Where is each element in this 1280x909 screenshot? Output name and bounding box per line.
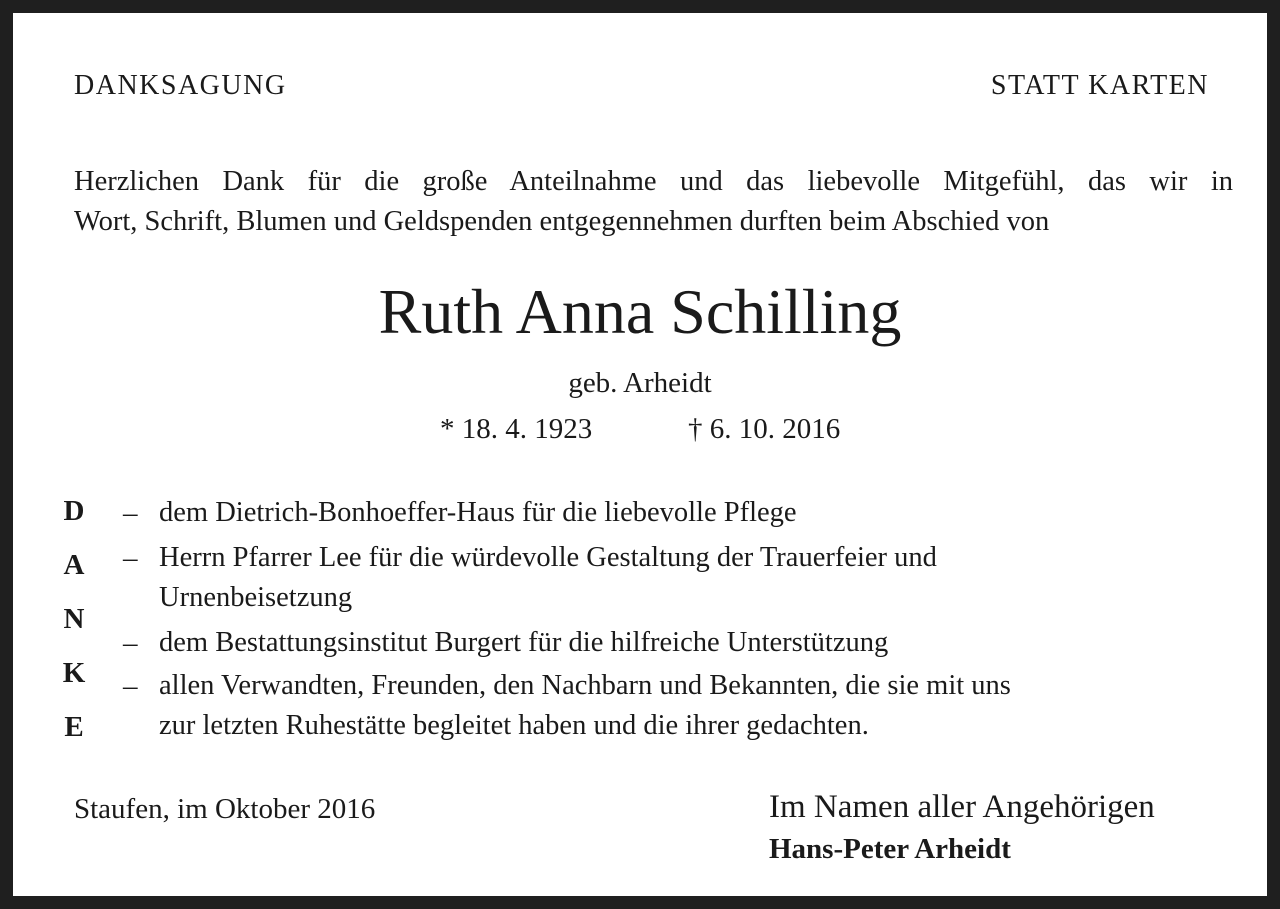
thanks-item-2-line-2: Urnenbeisetzung bbox=[159, 582, 353, 613]
thanks-item-4-line-2: zur letzten Ruhestätte begleitet haben und die ihrer gedachten. bbox=[159, 710, 869, 741]
list-dash: – bbox=[123, 542, 138, 574]
death-date: † 6. 10. 2016 bbox=[688, 413, 841, 445]
danke-letter: E bbox=[64, 711, 84, 743]
danke-letter: K bbox=[62, 657, 86, 689]
header-right-label: STATT KARTEN bbox=[990, 70, 1209, 101]
thanks-item-3-line-1: dem Bestattungsinstitut Burgert für die hilfreiche Unterstützung bbox=[159, 627, 889, 658]
header-left-label: DANKSAGUNG bbox=[74, 70, 287, 101]
thanks-item-4-line-1: allen Verwandten, Freunden, den Nachbarn und Bekannten, die sie mit uns bbox=[159, 670, 1011, 701]
signer-name: Hans-Peter Arheidt bbox=[769, 833, 1011, 865]
intro-line-1: Herzlichen Dank für die große Anteilnahme und das liebevolle Mitgefühl, das wir in bbox=[74, 166, 1233, 197]
danke-letter: N bbox=[63, 603, 85, 635]
danke-letter: D bbox=[63, 495, 85, 527]
list-dash: – bbox=[123, 627, 138, 659]
danke-letter: A bbox=[63, 549, 85, 581]
list-dash: – bbox=[123, 670, 138, 702]
deceased-name: Ruth Anna Schilling bbox=[378, 276, 902, 347]
thanks-item-2-line-1: Herrn Pfarrer Lee für die würdevolle Gestaltung der Trauerfeier und bbox=[159, 542, 937, 573]
thanks-item-1-line-1: dem Dietrich-Bonhoeffer-Haus für die liebevolle Pflege bbox=[159, 497, 797, 528]
intro-line-2: Wort, Schrift, Blumen und Geldspenden entgegennehmen durften beim Abschied von bbox=[74, 206, 1050, 237]
list-dash: – bbox=[123, 497, 138, 529]
on-behalf-line: Im Namen aller Angehörigen bbox=[769, 789, 1155, 825]
birth-date: * 18. 4. 1923 bbox=[440, 413, 593, 445]
place-date: Staufen, im Oktober 2016 bbox=[74, 793, 376, 825]
maiden-name: geb. Arheidt bbox=[568, 367, 712, 399]
